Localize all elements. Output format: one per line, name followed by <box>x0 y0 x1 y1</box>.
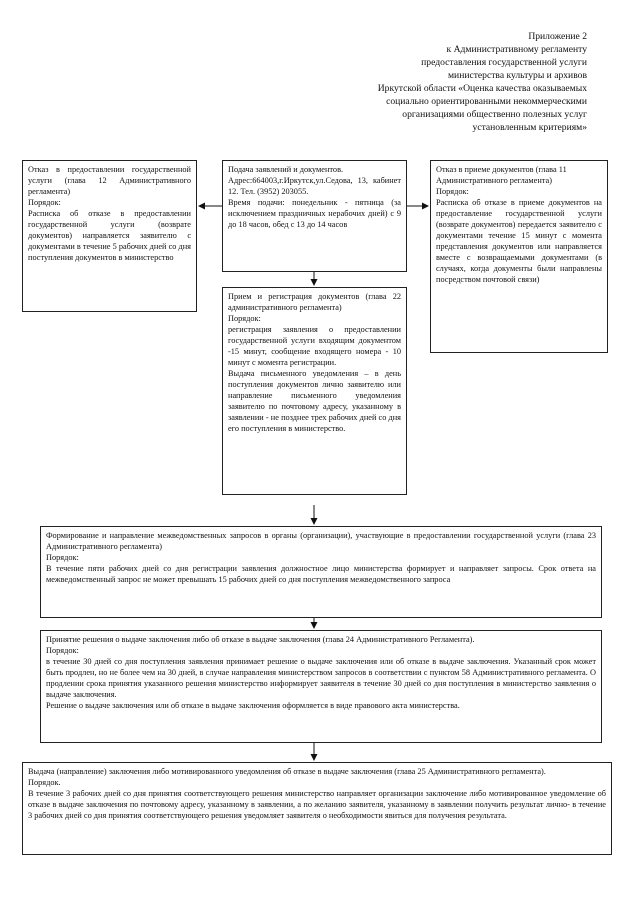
issue-conclusion-box <box>22 762 612 855</box>
box-body: Выдача письменного уведомления – в день поступления документов лично заявителю или направление письменного уведомления заявителю по почтовому адресу, указанному в заявлении - не позднее трех рабочих дней со дня его поступления в министерство. <box>228 369 401 433</box>
box-body: в течение 30 дней со дня поступления заявления принимает решение о выдаче заключения или об отказе в выдаче заключения. Указанный срок может быть продлен, но не более чем на 30 дней, в случае направления министерством запросов в соответствии с пунктом 58 Административного регламента. О продлении срока принятия указанного решения министерство информирует заявителя в течение 30 дней со дня поступления в министерство заявления о выдаче заключения. <box>46 657 596 699</box>
order-label: Порядок: <box>46 646 79 655</box>
box-body: В течение пяти рабочих дней со дня регистрации заявления должностное лицо министерства формирует и направляет запросы. Срок ответа на межведомственный запрос не может превышать 15 рабочих дней со дня поступления межведомственного запроса <box>46 564 596 584</box>
header-line: Иркутской области «Оценка качества оказываемых <box>377 83 587 94</box>
header-line: социально ориентированными некоммерческими <box>386 96 587 107</box>
box-title: Подача заявлений и документов. <box>228 165 344 174</box>
box-body: Расписка об отказе в предоставлении государственной услуги (возврате документов) направляется заявителю с документами в течение 5 рабочих дней со дня поступления документов в министерство <box>28 209 191 262</box>
header-line: предоставления государственной услуги <box>421 57 587 68</box>
box-body: регистрация заявления о предоставлении государственной услуги входящим документом -15 минут, сообщение входящего номера - 10 минут с момента регистрации. <box>228 325 401 367</box>
decision-box <box>40 630 602 743</box>
hours-text: Время подачи: понедельник - пятница (за исключением праздничных нерабочих дней) с 9 до 18 часов, обед с 13 до 14 часов <box>228 198 401 229</box>
order-label: Порядок: <box>46 553 79 562</box>
header-line: к Административному регламенту <box>446 44 587 55</box>
box-body: Решение о выдаче заключения или об отказе в выдаче заключения оформляется в виде правового акта министерства. <box>46 701 460 710</box>
header-line: организациями общественно полезных услуг <box>402 109 587 120</box>
order-label: Порядок. <box>28 778 61 787</box>
box-title: Отказ в предоставлении государственной услуги (глава 12 Административного регламента) <box>28 165 191 196</box>
box-title: Принятие решения о выдаче заключения либо об отказе в выдаче заключения (глава 24 Административного Регламента). <box>46 635 475 644</box>
interdepartmental-requests-box <box>40 526 602 618</box>
header-line: министерства культуры и архивов <box>447 70 587 81</box>
box-body: Расписка об отказе в приеме документов на предоставление государственной услуги (возврате документов) передается заявителю с документами течение 15 минут с момента представления документов или направляется вместе с возвращаемыми документами (в случаях, когда документы были направлены посредством почтовой связи) <box>436 198 602 284</box>
registration-box <box>222 287 407 495</box>
header-line: Приложение 2 <box>528 31 587 42</box>
box-title: Формирование и направление межведомственных запросов в органы (организации), участвующие в предоставлении государственной услуги (глава 23 Административного регламента) <box>46 531 596 551</box>
box-title: Выдача (направление) заключения либо мотивированного уведомления об отказе в выдаче заключения (глава 25 Административного регламента). <box>28 767 546 776</box>
submission-box <box>222 160 407 272</box>
box-title: Прием и регистрация документов (глава 22 административного регламента) <box>228 292 401 312</box>
address-text: Адрес:664003,г.Иркутск,ул.Седова, 13, кабинет 12. Тел. (3952) 203055. <box>228 176 401 196</box>
order-label: Порядок: <box>228 314 261 323</box>
box-title: Отказ в приеме документов (глава 11 Административного регламента) <box>436 165 567 185</box>
header-line: установленным критериям» <box>472 122 587 133</box>
order-label: Порядок: <box>436 187 469 196</box>
refusal-documents-box <box>430 160 608 353</box>
box-body: В течение 3 рабочих дней со дня принятия соответствующего решения министерство направляет организации заключение либо мотивированное уведомление об отказе в выдаче заключения по почтовому адресу, указанному в заявлении, а по желанию заявителя, указанному в заявлении получить результат лично- в течение 3 рабочих дней со дня принятия соответствующего решения уведомляет заявителя о необходимости явиться для получения результата. <box>28 789 606 820</box>
refusal-service-box <box>22 160 197 312</box>
order-label: Порядок: <box>28 198 61 207</box>
